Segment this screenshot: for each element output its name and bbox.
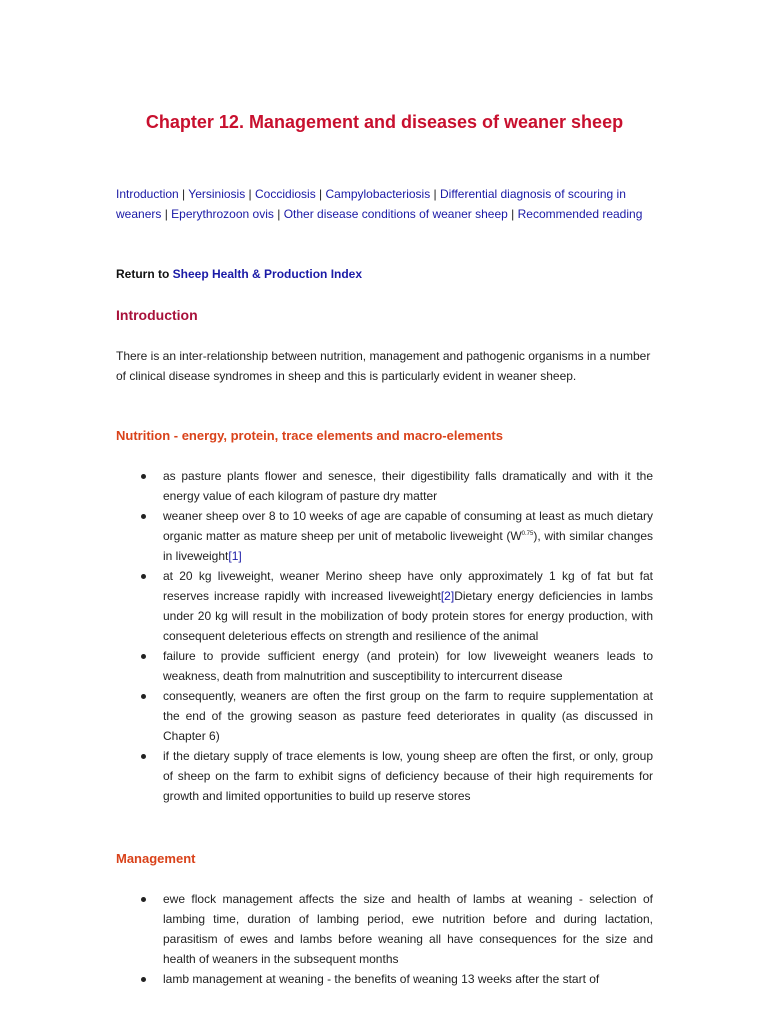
- toc-separator: |: [178, 187, 189, 201]
- toc-separator: |: [273, 207, 284, 221]
- list-item: [116, 566, 653, 646]
- list-item-text: consequently, weaners are often the first group on the farm to require supplementation at the end of the growing season as pasture feed deteriorates in quality (as discussed in Chapter 6): [163, 689, 653, 743]
- footnote-link-2[interactable]: [2]: [440, 589, 455, 603]
- toc-link-coccidiosis[interactable]: Coccidiosis: [255, 187, 316, 201]
- bullet-icon: [141, 694, 146, 699]
- toc-link-other-diseases[interactable]: Other disease conditions of weaner sheep: [283, 207, 508, 221]
- list-item-text: failure to provide sufficient energy (and protein) for low liveweight weaners leads to weakness, death from malnutrition and susceptibility to intercurrent disease: [163, 649, 653, 683]
- introduction-paragraph: There is an inter-relationship between nutrition, management and pathogenic organisms in a number of clinical disease syndromes in sheep and this is particularly evident in weaner sheep.: [116, 349, 651, 383]
- list-item-text: weaner sheep over 8 to 10 weeks of age are capable of consuming at least as much dietary organic matter as mature sheep per unit of metabolic liveweight (W: [163, 509, 653, 543]
- nutrition-list: [116, 466, 653, 806]
- toc-separator: |: [507, 207, 518, 221]
- list-item: [116, 506, 653, 566]
- management-heading: Management: [116, 851, 196, 866]
- bullet-icon: [141, 977, 146, 982]
- toc-separator: |: [161, 207, 172, 221]
- list-item: [116, 686, 653, 746]
- toc-link-differential-diagnosis[interactable]: Differential diagnosis of scouring in weaners: [116, 187, 626, 221]
- toc-separator: |: [315, 187, 326, 201]
- list-item-text: as pasture plants flower and senesce, their digestibility falls dramatically and with it the energy value of each kilogram of pasture dry matter: [163, 469, 653, 503]
- page-title: Chapter 12. Management and diseases of weaner sheep: [145, 112, 624, 132]
- introduction-heading: Introduction: [116, 307, 198, 323]
- list-item-text: at 20 kg liveweight, weaner Merino sheep have only approximately 1 kg of fat but fat reserves increase rapidly with increased liveweight: [163, 569, 653, 603]
- bullet-icon: [141, 514, 146, 519]
- toc-separator: |: [430, 187, 441, 201]
- toc-link-introduction[interactable]: Introduction: [116, 187, 179, 201]
- toc-link-campylobacteriosis[interactable]: Campylobacteriosis: [325, 187, 431, 201]
- return-index-link[interactable]: Sheep Health & Production Index: [172, 267, 363, 281]
- list-item: [116, 646, 653, 686]
- list-item: [116, 466, 653, 506]
- list-item: [116, 969, 653, 989]
- bullet-icon: [141, 654, 146, 659]
- list-item-text: if the dietary supply of trace elements is low, young sheep are often the first, or only, group of sheep on the farm to exhibit signs of deficiency because of their high requirements for growth and limited opportunities to build up reserve stores: [163, 749, 653, 803]
- list-item-text: ), with similar changes in liveweight: [163, 529, 653, 563]
- superscript-exponent: 0.75: [521, 531, 534, 537]
- nutrition-heading: Nutrition - energy, protein, trace elements and macro-elements: [116, 428, 503, 443]
- management-list: [116, 889, 653, 989]
- return-prefix: Return to: [116, 267, 173, 281]
- list-item: [116, 889, 653, 969]
- toc-link-recommended-reading[interactable]: Recommended reading: [517, 207, 643, 221]
- list-item: [116, 746, 653, 806]
- toc-link-yersiniosis[interactable]: Yersiniosis: [188, 187, 246, 201]
- list-item-text: lamb management at weaning - the benefits of weaning 13 weeks after the start of: [163, 972, 600, 986]
- bullet-icon: [141, 474, 146, 479]
- list-item-text: ewe flock management affects the size and health of lambs at weaning - selection of lambing time, duration of lambing period, ewe nutrition before and during lactation, parasitism of ewes and lambs before weaning all have consequences for the size and health of weaners in the subsequent months: [163, 892, 653, 966]
- toc-link-eperythrozoon[interactable]: Eperythrozoon ovis: [171, 207, 274, 221]
- bullet-icon: [141, 754, 146, 759]
- return-line: [116, 264, 362, 284]
- footnote-link-1[interactable]: [1]: [228, 549, 242, 563]
- bullet-icon: [141, 897, 146, 902]
- list-item-text: Dietary energy deficiencies in lambs under 20 kg will result in the mobilization of body protein stores for energy production, with consequent deleterious effects on strength and resilience of the animal: [163, 589, 653, 643]
- toc-separator: |: [245, 187, 256, 201]
- table-of-contents: [116, 184, 653, 224]
- bullet-icon: [141, 574, 146, 579]
